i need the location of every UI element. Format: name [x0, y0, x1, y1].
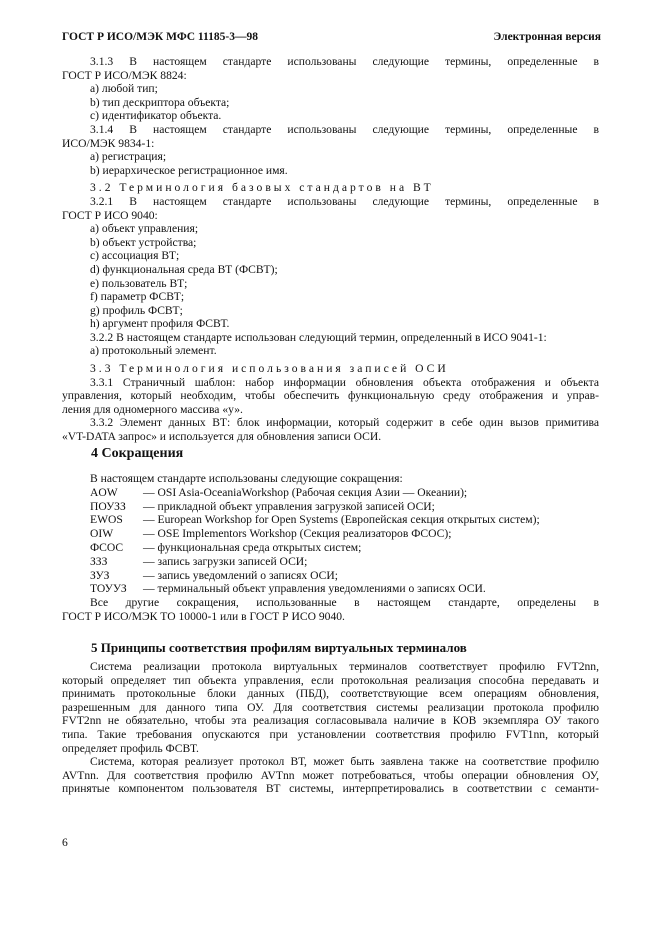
subsection-title-3-2: 3.2 Терминология базовых стандартов на ВТ	[90, 181, 434, 195]
abbreviation-value: — OSI Asia-OceaniaWorkshop (Рабочая секция Азии — Океании);	[143, 485, 468, 499]
abbreviation-value: — запись загрузки записей ОСИ;	[143, 554, 308, 568]
abbreviation-value: — OSE Implementors Workshop (Секция реализаторов ФСОС);	[143, 527, 452, 541]
abbreviations-list	[62, 472, 599, 624]
abbreviation-key: OIW	[90, 527, 114, 541]
page-number: 6	[62, 836, 68, 849]
abbreviation-key: AOW	[90, 485, 118, 499]
section-3-content	[62, 55, 599, 444]
abbreviations-intro: В настоящем стандарте использованы следующие сокращения:	[90, 472, 403, 485]
list-item: a) протокольный элемент.	[90, 344, 217, 358]
list-item: c) ассоциация ВТ;	[90, 249, 180, 263]
text-line: FVT2nn не обязательно, чтобы эта реализация согласовывала наличие в КОВ экземпляра ОУ такого	[62, 714, 599, 728]
text-line: типа. Такие требования опускаются при установлении соответствия профилю FVT1nn, который	[62, 727, 599, 741]
abbreviation-value: — запись уведомлений о записях ОСИ;	[143, 568, 338, 582]
abbreviation-row	[62, 500, 599, 514]
abbreviation-key: EWOS	[90, 513, 123, 527]
list-item: f) параметр ФСВТ;	[90, 290, 185, 304]
abbreviation-row	[62, 582, 599, 596]
other-abbreviations-line2: ГОСТ Р ИСО/МЭК ТО 10000-1 или в ГОСТ Р ИСО 9040.	[62, 609, 345, 623]
abbreviation-key: ЗЗЗ	[90, 554, 108, 568]
other-abbreviations-line1: Все другие сокращения, использованные в настоящем стандарте, определены в	[90, 596, 599, 610]
abbreviation-row	[62, 527, 599, 541]
abbreviation-row	[62, 486, 599, 500]
para-322: 3.2.2 В настоящем стандарте использован следующий термин, определенный в ИСО 9041-1:	[90, 330, 547, 344]
para-331-line2: управления, который необходим, чтобы обеспечить функциональную среду отображения и управ-	[62, 389, 599, 403]
abbreviation-value: — European Workshop for Open Systems (Европейская секция открытых систем);	[143, 513, 540, 527]
text-line: AVTnn. Для соответствия профилю AVTnn может потребоваться, чтобы операции обновления ОУ,	[62, 768, 599, 782]
text-line: принимать протокольные блоки данных (ПБД), соответствующие всем операциям обновления,	[62, 687, 599, 701]
list-item: e) пользователь ВТ;	[90, 276, 188, 290]
abbreviation-row	[62, 541, 599, 555]
section-4-heading: 4 Сокращения	[91, 446, 184, 461]
abbreviation-key: ПОУЗЗ	[90, 499, 126, 513]
section-5-content	[62, 660, 599, 796]
para-331-line1: 3.3.1 Страничный шаблон: набор информации обновления объекта отображения и объекта	[90, 375, 599, 389]
subsection-title-3-3: 3.3 Терминология использования записей ОСИ	[90, 362, 449, 376]
section-5-heading: 5 Принципы соответствия профилям виртуальных терминалов	[91, 640, 467, 655]
text-line: принятые компонентом пользователя ВТ системы, интерпретировались в соответствии с семанти-	[62, 782, 599, 796]
para-313-line1: 3.1.3 В настоящем стандарте использованы следующие термины, определенные в	[90, 55, 599, 68]
abbreviation-key: ФСОС	[90, 540, 124, 554]
abbreviation-row	[62, 555, 599, 569]
list-item: a) любой тип;	[90, 82, 158, 96]
list-item: h) аргумент профиля ФСВТ.	[90, 317, 230, 331]
para-313-line2: ГОСТ Р ИСО/МЭК 8824:	[62, 68, 187, 82]
abbreviation-value: — терминальный объект управления уведомлениями о записях ОСИ.	[143, 582, 486, 596]
list-item: d) функциональная среда ВТ (ФСВТ);	[90, 262, 278, 276]
para-332-line1: 3.3.2 Элемент данных ВТ: блок информации, который содержит в себе один вызов примитива	[90, 416, 599, 430]
header-standard-id: ГОСТ Р ИСО/МЭК МФС 11185-3—98	[62, 31, 258, 43]
abbreviation-key: ЗУЗ	[90, 568, 110, 582]
list-item: a) регистрация;	[90, 150, 167, 164]
para-314-line1: 3.1.4 В настоящем стандарте использованы следующие термины, определенные в	[90, 122, 599, 136]
para-314-line2: ИСО/МЭК 9834-1:	[62, 136, 155, 150]
list-item: g) профиль ФСВТ;	[90, 303, 183, 317]
para-321-line1: 3.2.1 В настоящем стандарте использованы следующие термины, определенные в	[90, 194, 599, 208]
abbreviation-row	[62, 513, 599, 527]
text-line: Система, которая реализует протокол ВТ, может быть заявлена также на соответствие профилю	[90, 755, 599, 769]
text-line: который определяет тип объекта управления, если протокольная реализация способна передавать и	[62, 673, 599, 687]
list-item: b) объект устройства;	[90, 235, 197, 249]
list-item: b) тип дескриптора объекта;	[90, 95, 230, 109]
para-321-line2: ГОСТ Р ИСО 9040:	[62, 208, 158, 222]
abbreviation-value: — прикладной объект управления загрузкой записей ОСИ;	[143, 499, 435, 513]
text-line: разрешенным для данного типа ОУ. Для соответствия системы реализации протокола профилю	[62, 700, 599, 714]
text-line: Система реализации протокола виртуальных терминалов соответствует профилю FVT2nn,	[90, 660, 599, 673]
list-item: b) иерархическое регистрационное имя.	[90, 163, 288, 177]
para-331-line3: ления для одномерного массива «у».	[62, 402, 243, 416]
header-version: Электронная версия	[493, 31, 601, 43]
abbreviation-key: ТОУУЗ	[90, 582, 127, 596]
list-item: a) объект управления;	[90, 222, 199, 236]
list-item: c) идентификатор объекта.	[90, 109, 222, 123]
text-line: определяет профиль ФСВТ.	[62, 741, 199, 755]
abbreviation-value: — функциональная среда открытых систем;	[143, 540, 362, 554]
para-332-line2: «VT-DATA запрос» и используется для обновления записи ОСИ.	[62, 430, 382, 444]
abbreviation-row	[62, 569, 599, 583]
